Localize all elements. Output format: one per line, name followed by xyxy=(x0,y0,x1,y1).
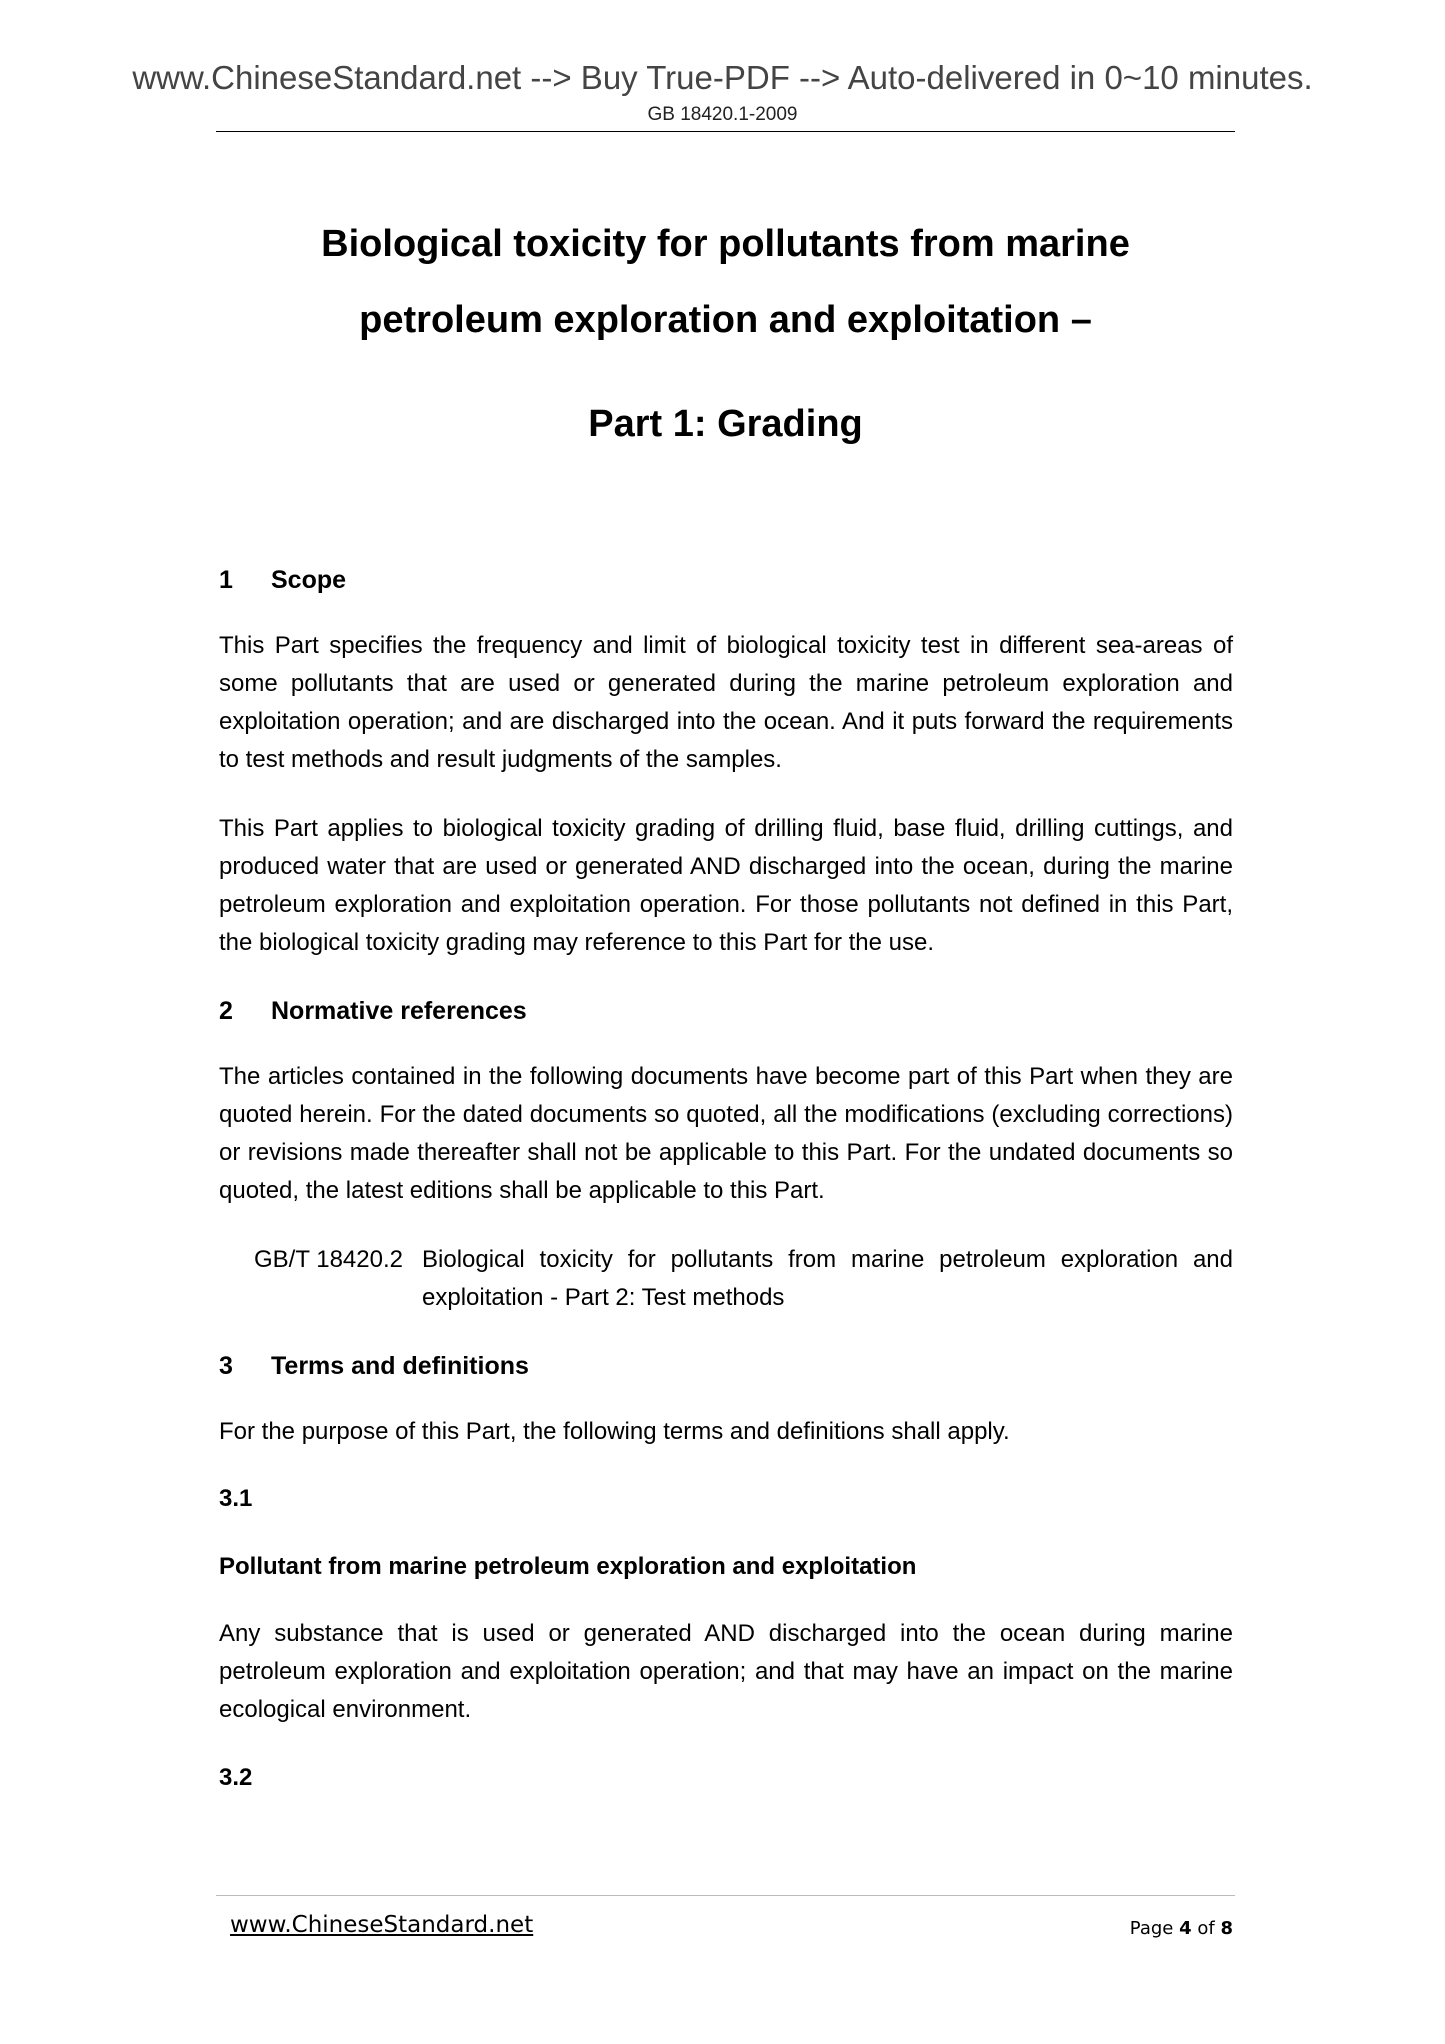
page-label: Page xyxy=(1129,1918,1174,1939)
header-banner: www.ChineseStandard.net --> Buy True-PDF --> Auto-delivered in 0~10 minutes. xyxy=(132,59,1313,96)
term-3-1-definition: Any substance that is used or generated AND discharged into the ocean during marine petroleum exploration and exploitation operation; and that may have an impact on the marine ecological environment. xyxy=(219,1620,1233,1723)
reference-code: GB/T 18420.2 xyxy=(254,1246,403,1273)
page-total: 8 xyxy=(1220,1918,1233,1939)
page-of: of xyxy=(1197,1918,1215,1939)
term-3-1-title: Pollutant from marine petroleum exploration and exploitation xyxy=(219,1553,917,1580)
title-part: Part 1: Grading xyxy=(588,403,863,445)
references-paragraph: The articles contained in the following documents have become part of this Part when they are quoted herein. For the dated documents so quoted, all the modifications (excluding corrections) or revisions made thereafter shall not be applicable to this Part. For the undated documents so quoted, the latest editions shall be applicable to this Part. xyxy=(219,1063,1233,1204)
terms-intro: For the purpose of this Part, the following terms and definitions shall apply. xyxy=(219,1418,1010,1445)
section-1-heading xyxy=(219,561,1233,599)
page-indicator xyxy=(1130,1918,1233,1939)
footer-site-link[interactable]: www.ChineseStandard.net xyxy=(230,1912,534,1938)
section-title: Normative references xyxy=(271,997,527,1025)
term-3-1-number: 3.1 xyxy=(219,1485,253,1512)
section-number: 2 xyxy=(219,997,233,1025)
scope-paragraph-2: This Part applies to biological toxicity grading of drilling fluid, base fluid, drilling cuttings, and produced water that are used or generated AND discharged into the ocean, during the marine petroleum exploration and exploitation operation. For those pollutants not defined in this Part, the biological toxicity grading may reference to this Part for the use. xyxy=(219,815,1233,956)
standard-code: GB 18420.1-2009 xyxy=(647,104,798,125)
header-rule xyxy=(216,131,1235,132)
section-title: Scope xyxy=(271,566,347,594)
section-2-heading xyxy=(219,992,1233,1030)
reference-title: Biological toxicity for pollutants from marine petroleum exploration and exploitation - Part 2: Test methods xyxy=(422,1246,1233,1311)
section-3-heading xyxy=(219,1347,1233,1385)
title-line-1: Biological toxicity for pollutants from marine xyxy=(321,223,1130,265)
scope-paragraph-1: This Part specifies the frequency and limit of biological toxicity test in different sea-areas of some pollutants that are used or generated during the marine petroleum exploration and exploitation operation; and are discharged into the ocean. And it puts forward the requirements to test methods and result judgments of the samples. xyxy=(219,632,1233,773)
footer-rule xyxy=(216,1895,1235,1896)
term-3-2-number: 3.2 xyxy=(219,1764,253,1791)
section-number: 3 xyxy=(219,1352,233,1380)
section-number: 1 xyxy=(219,566,233,594)
reference-entry xyxy=(254,1241,1233,1317)
section-title: Terms and definitions xyxy=(271,1352,529,1380)
page-current: 4 xyxy=(1179,1918,1192,1939)
title-line-2: petroleum exploration and exploitation – xyxy=(359,299,1092,341)
